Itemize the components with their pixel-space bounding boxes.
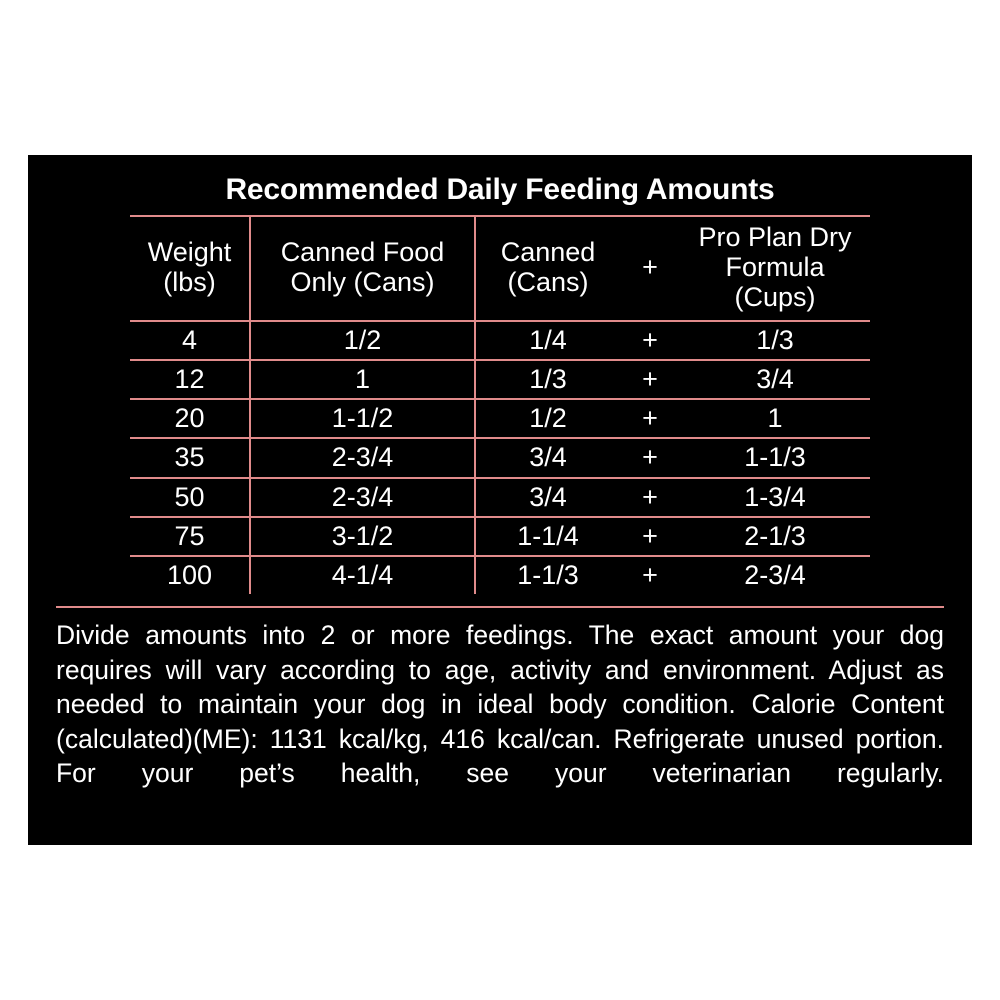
cell-canned-only: 2-3/4 <box>250 478 475 517</box>
cell-weight: 50 <box>130 478 250 517</box>
cell-plus: + <box>620 321 680 360</box>
cell-plus: + <box>620 478 680 517</box>
column-header-dry-line2: Formula (Cups) <box>725 252 825 313</box>
column-header-canned-line1: Canned <box>500 237 596 268</box>
cell-plus: + <box>620 360 680 399</box>
table-row <box>130 478 870 517</box>
cell-dry: 3/4 <box>680 360 870 399</box>
column-header-dry-line1: Pro Plan Dry <box>698 222 852 252</box>
cell-dry: 1-3/4 <box>680 478 870 517</box>
cell-weight: 75 <box>130 517 250 556</box>
table-header-row <box>130 216 870 321</box>
table-row <box>130 399 870 438</box>
cell-canned: 1-1/4 <box>475 517 620 556</box>
cell-canned-only: 4-1/4 <box>250 556 475 594</box>
table-row <box>130 438 870 477</box>
page-title: Recommended Daily Feeding Amounts <box>225 173 775 206</box>
cell-canned: 1-1/3 <box>475 556 620 594</box>
cell-canned-only: 1 <box>250 360 475 399</box>
cell-canned: 1/2 <box>475 399 620 438</box>
cell-canned-only: 1-1/2 <box>250 399 475 438</box>
cell-canned-only: 3-1/2 <box>250 517 475 556</box>
cell-dry: 1/3 <box>680 321 870 360</box>
column-header-weight <box>130 216 250 321</box>
cell-canned: 1/3 <box>475 360 620 399</box>
cell-weight: 4 <box>130 321 250 360</box>
panel-content <box>56 173 944 825</box>
cell-weight: 12 <box>130 360 250 399</box>
column-header-canned-line2: (Cans) <box>507 267 589 298</box>
column-header-dry <box>680 216 870 321</box>
column-header-weight-line2: (lbs) <box>163 267 216 298</box>
column-header-plus: + <box>620 216 680 321</box>
feeding-guide-panel <box>28 155 972 845</box>
column-header-weight-line1: Weight <box>147 237 232 268</box>
cell-plus: + <box>620 438 680 477</box>
cell-dry: 2-1/3 <box>680 517 870 556</box>
cell-dry: 1-1/3 <box>680 438 870 477</box>
cell-canned: 3/4 <box>475 478 620 517</box>
cell-plus: + <box>620 556 680 594</box>
cell-plus: + <box>620 517 680 556</box>
cell-plus: + <box>620 399 680 438</box>
feeding-note: Divide amounts into 2 or more feedings. The exact amount your dog requires will vary according to age, activity and environment. Adjust as needed to maintain your dog in ideal body condition. Calorie Content (calculated)(ME): 1131 kcal/kg, 416 kcal/can. Refrigerate unused portion. For your pet’s health, see your veterinarian regularly. <box>56 606 944 825</box>
table-row <box>130 517 870 556</box>
cell-weight: 100 <box>130 556 250 594</box>
column-header-canned <box>475 216 620 321</box>
table-header <box>130 216 870 321</box>
column-header-canned-only-line1: Canned Food <box>280 237 445 268</box>
table-row <box>130 360 870 399</box>
cell-canned-only: 1/2 <box>250 321 475 360</box>
cell-weight: 20 <box>130 399 250 438</box>
table-body <box>130 321 870 595</box>
cell-canned: 1/4 <box>475 321 620 360</box>
table-row <box>130 321 870 360</box>
cell-dry: 1 <box>680 399 870 438</box>
cell-dry: 2-3/4 <box>680 556 870 594</box>
table-row <box>130 556 870 594</box>
cell-weight: 35 <box>130 438 250 477</box>
cell-canned: 3/4 <box>475 438 620 477</box>
cell-canned-only: 2-3/4 <box>250 438 475 477</box>
column-header-canned-only-line2: Only (Cans) <box>290 267 435 298</box>
column-header-canned-only <box>250 216 475 321</box>
feeding-amounts-table <box>130 215 870 594</box>
